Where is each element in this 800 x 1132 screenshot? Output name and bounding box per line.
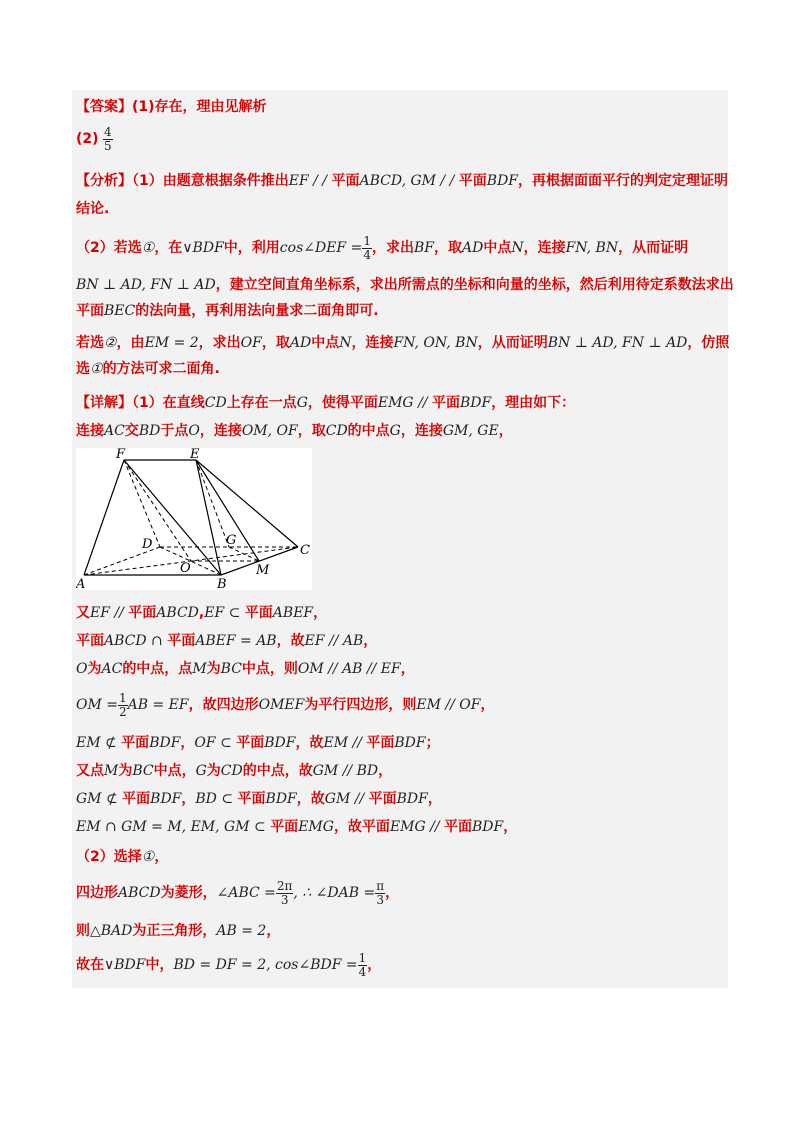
label-C: C xyxy=(300,543,310,558)
detail-tag: 【详解】 xyxy=(76,395,132,411)
detail-line-11: （2）选择①， xyxy=(76,849,169,865)
label-M: M xyxy=(256,563,270,578)
detail-line-5: O为AC的中点，点M为BC中点，则OM // AB // EF， xyxy=(76,661,415,677)
answer-tag: 【答案】 xyxy=(76,99,132,115)
detail-line-1: 【详解】（1）在直线CD上存在一点G，使得平面EMG // 平面BDF，理由如下： xyxy=(76,395,576,411)
detail-line-9: GM ⊄ 平面BDF，BD ⊂ 平面BDF，故GM // 平面BDF， xyxy=(76,791,442,807)
detail-line-14: 故在∨BDF中，BD = DF = 2, cos∠BDF = $\frac{1}{4}$ ， xyxy=(76,950,382,979)
label-D: D xyxy=(142,537,153,552)
label-B: B xyxy=(217,577,227,590)
analysis-line-7: 选①的方法可求二面角. xyxy=(76,361,220,377)
analysis-fraction-cos: $\frac{1}{4}$ xyxy=(363,233,371,262)
detail-line-6: OM = $\frac{1}{2}$ AB = EF，故四边形OMEF为平行四边形，则EM // OF， xyxy=(76,690,495,719)
detail-line-2: 连接AC交BD于点O，连接OM, OF，取CD的中点G，连接GM, GE， xyxy=(76,423,513,439)
answer-part2-fraction: $\frac{4}{5}$ xyxy=(104,124,112,153)
detail-fraction-2pi3: $\frac{2\pi}{3}$ xyxy=(276,878,293,907)
answer-line-2 xyxy=(76,124,724,154)
detail-line-12: 四边形ABCD为菱形，∠ABC = $\frac{2\pi}{3}$ , ∴ ∠DAB = $\frac{\pi}{3}$ ， xyxy=(76,878,400,907)
answer-part1: (1)存在，理由见解析 xyxy=(132,99,267,115)
label-E: E xyxy=(190,448,200,462)
edge-EC xyxy=(196,460,298,547)
answer-part2-label: (2) xyxy=(76,131,99,147)
detail-line-13: 则△BAD为正三角形，AB = 2， xyxy=(76,923,281,939)
analysis-tag: 【分析】 xyxy=(76,173,132,189)
label-O: O xyxy=(180,561,191,576)
detail-line-7: EM ⊄ 平面BDF，OF ⊂ 平面BDF，故EM // 平面BDF； xyxy=(76,735,440,751)
solid-diagram xyxy=(76,448,312,590)
analysis-line-3: （2）若选①，在∨BDF中，利用cos∠DEF = $\frac{1}{4}$ ，求出BF，取AD中点N，连接FN, BN，从而证明 xyxy=(76,233,689,262)
detail-line-10: EM ∩ GM = M, EM, GM ⊂ 平面EMG，故平面EMG // 平面BDF， xyxy=(76,819,518,835)
edge-FA xyxy=(84,460,124,575)
analysis-line-6: 若选②，由EM = 2，求出OF，取AD中点N，连接FN, ON, BN，从而证明BN ⊥ AD, FN ⊥ AD，仿照 xyxy=(76,335,730,351)
analysis-line-2: 结论. xyxy=(76,201,110,217)
geometry-figure xyxy=(76,448,312,590)
detail-fraction-pi3: $\frac{\pi}{3}$ xyxy=(376,878,385,907)
detail-line-3: 又EF // 平面ABCD,EF ⊂ 平面ABEF， xyxy=(76,605,328,621)
analysis-line-4: BN ⊥ AD, FN ⊥ AD，建立空间直角坐标系，求出所需点的坐标和向量的坐标，然后利用待定系数法求出 xyxy=(76,277,734,293)
label-A: A xyxy=(76,577,86,590)
label-G: G xyxy=(226,533,237,548)
label-F: F xyxy=(116,448,126,462)
detail-line-8: 又点M为BC中点，G为CD的中点，故GM // BD， xyxy=(76,763,393,779)
edge-FD xyxy=(124,460,160,547)
analysis-line-1: 【分析】（1）由题意根据条件推出EF / / 平面ABCD, GM / / 平面BDF，再根据面面平行的判定定理证明 xyxy=(76,173,729,189)
answer-line-1 xyxy=(76,96,724,118)
detail-line-4: 平面ABCD ∩ 平面ABEF = AB，故EF // AB， xyxy=(76,633,378,649)
edge-FO xyxy=(124,460,191,561)
detail-fraction-cos-bdf: $\frac{1}{4}$ xyxy=(358,950,367,979)
analysis-line-5: 平面BEC的法向量，再利用法向量求二面角即可. xyxy=(76,303,379,319)
detail-fraction-half: $\frac{1}{2}$ xyxy=(119,690,127,719)
